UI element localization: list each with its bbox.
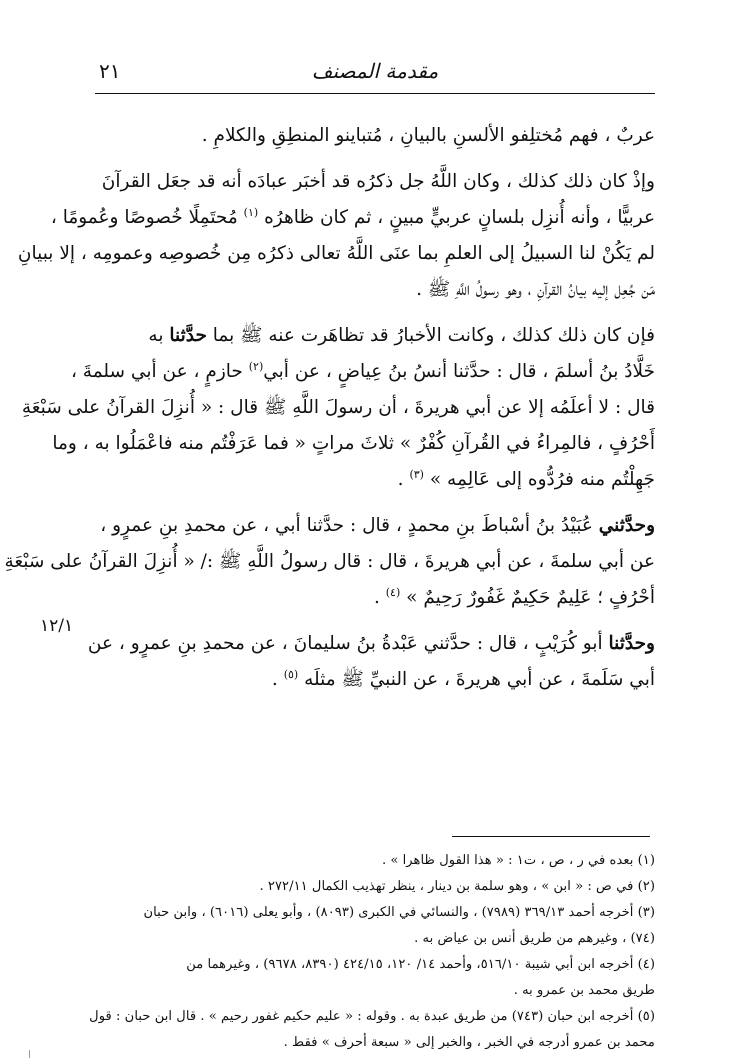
footnote-4: (٤) أخرجه ابن أبي شيبة ٥١٦/١٠، وأحمد ١٤/ ١٢٠، ٤٢٤/١٥ (٨٣٩٠، ٩٦٧٨) ، وغيرهما من: [186, 957, 655, 972]
footnote-3: (٣) أخرجه أحمد ٣٦٩/١٣ (٧٩٨٩) ، والنسائي في الكبرى (٨٠٩٣) ، وأبو يعلى (٦٠١٦) ، وابن حبان: [143, 905, 655, 920]
header-title: مقدمة المصنف: [311, 59, 439, 83]
footnotes: [89, 848, 655, 1056]
text-line: وإذْ كان ذلك كذلك ، وكان اللَّهُ جل ذكرُه قد أخبَر عبادَه أنه قد جعَل القرآنَ: [101, 171, 655, 192]
text-line: عن أبي سلمةَ ، عن أبي هريرةَ ، قال : قال رسولُ اللَّهِ ﷺ :/ « أُنزِلَ القرآنُ على سَبْعَةِ: [4, 551, 655, 572]
paragraph-1: [95, 118, 655, 154]
footnote-ref-4[interactable]: (٤): [385, 585, 401, 599]
text-run: أحْرُفٍ ؛ عَلِيمٌ حَكِيمٌ غَفُورٌ رَحِيمٌ »: [406, 587, 655, 608]
footnote-ref-5[interactable]: (٥): [283, 667, 299, 681]
paragraph-3: [21, 318, 655, 498]
paragraph-2: [17, 164, 655, 308]
footnote-ref-3[interactable]: (٣): [409, 467, 424, 481]
header-rule: [95, 93, 655, 94]
text-line: [87, 626, 655, 662]
page-number: ٢١: [99, 59, 121, 83]
footnote-1: (١) بعده في ر ، ص ، ت١ : « هذا القول ظاهرا » .: [381, 853, 655, 868]
text-line: [95, 462, 655, 498]
text-run: جَهِلْتُم منه فرُدُّوه إلى عَالِمِه »: [429, 469, 655, 490]
text-run: مُحتَمِلًا خُصوصًا وعُمومًا ،: [50, 207, 238, 228]
text-line: أَحْرُفٍ ، فالمِراءُ في القُرآنِ كُفْرٌ » ثلاثَ مراتٍ « فما عَرَفْتُم منه فاعْمَلُوا به ، وما: [52, 433, 655, 454]
text-run: به: [148, 325, 164, 346]
footnote-5-continued: محمد بن عمرو أدرجه في الخبر ، والخبر إلى « سبعة أحرف » فقط .: [283, 1035, 655, 1050]
paragraph-4: [4, 508, 655, 616]
margin-page-reference: ١٢/١: [40, 616, 74, 636]
narration-keyword: حدَّثنا: [169, 325, 207, 346]
page-header: [95, 55, 655, 91]
text-run: عربيًّا ، وأنه أُنزِل بلسانٍ عربيٍّ مبينٍ ، ثم كان ظاهرُه: [264, 207, 655, 228]
text-run: فإن كان ذلك كذلك ، وكانت الأخبارُ قد تظاهَرت عنه ﷺ بما: [212, 325, 655, 346]
text-run: أبو كُرَيْبٍ ، قال : حدَّثني عَبْدةُ بنُ سليمانَ ، عن محمدِ بنِ عمرٍو ، عن: [87, 633, 603, 654]
text-line: [70, 354, 655, 390]
footnote-5: (٥) أخرجه ابن حبان (٧٤٣) من طريق عبدة به . وقوله : « عليم حكيم غفور رحيم » . قال ابن حبان : قول: [89, 1009, 655, 1024]
footnote-3-continued: (٧٤) ، وغيرهم من طريق أنس بن عياض به .: [414, 931, 655, 946]
text-line: [95, 580, 655, 616]
text-line: [95, 318, 655, 354]
paragraph-5: [87, 626, 655, 698]
text-line: [50, 200, 655, 236]
text-line: عربٌ ، فهم مُختلِفو الألسنِ بالبيانِ ، مُتباينو المنطِقِ والكلامِ .: [201, 125, 655, 146]
text-run: .: [373, 587, 380, 608]
footnote-4-continued: طريق محمد بن عمرو به .: [513, 983, 655, 998]
text-line: [95, 508, 655, 544]
text-line: لم يَكُنْ لنا السبيلُ إلى العلمِ بما عنَى اللَّهُ تعالى ذكرُه مِن خُصوصِه وعمومِه ، إلا ببيانِ: [17, 243, 655, 264]
text-line: مَن جُعِل إليه بيانُ القرآنِ ، وهو رسولُ اللَّهِ ﷺ .: [416, 279, 655, 300]
footnote-2: (٢) في ص : « ابن » ، وهو سلمة بن دينار ، ينظر تهذيب الكمال ٢٧٢/١١ .: [259, 879, 655, 894]
text-run: .: [397, 469, 404, 490]
text-line: قال : لا أعلَمُه إلا عن أبي هريرةَ ، أن رسولَ اللَّهِ ﷺ قال : « أُنزِلَ القرآنُ على سَبْعَةِ: [21, 397, 655, 418]
text-run: حازمٍ ، عن أبي سلمةَ ،: [70, 361, 243, 382]
text-run: .: [271, 669, 278, 690]
narration-keyword: وحدَّثني: [598, 515, 655, 536]
text-line: [95, 662, 655, 698]
text-run: أبي سَلَمةَ ، عن أبي هريرةَ ، عن النبيِّ ﷺ مثلَه: [304, 669, 655, 690]
footnote-separator: [452, 836, 650, 837]
narration-keyword: وحدَّثنا: [608, 633, 655, 654]
footnote-ref-1[interactable]: (١): [243, 205, 259, 219]
footnote-ref-2[interactable]: (٢): [248, 359, 264, 373]
text-run: عُبَيْدُ بنُ أسْباطَ بنِ محمدٍ ، قال : حدَّثنا أبي ، عن محمدِ بنِ عمرٍو ،: [100, 515, 593, 536]
text-run: خَلَّادُ بنُ أسلمَ ، قال : حدَّثنا أنسُ بنُ عِياضٍ ، عن أبي: [263, 361, 655, 382]
scan-mark: [29, 1050, 36, 1058]
